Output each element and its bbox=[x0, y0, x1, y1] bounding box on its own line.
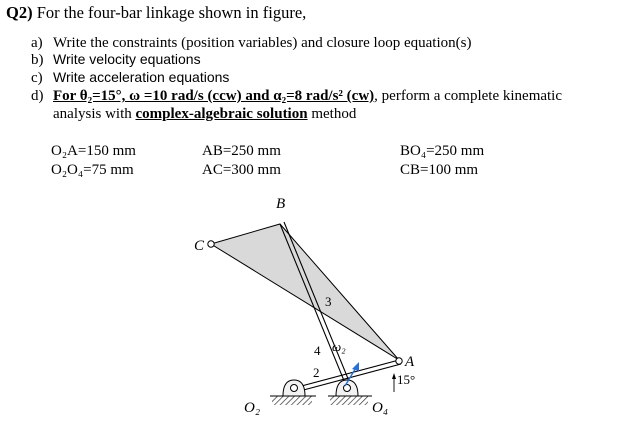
item-text: , perform a complete kinematic bbox=[374, 88, 563, 104]
given-ab: AB=250 mm bbox=[202, 143, 281, 159]
item-label: d) bbox=[31, 88, 44, 104]
angle-arrow-icon bbox=[392, 373, 396, 379]
item-label: c) bbox=[31, 70, 43, 86]
ground-o4 bbox=[330, 396, 368, 405]
item-text: analysis with bbox=[53, 106, 136, 122]
given-ac: AC=300 mm bbox=[202, 162, 281, 178]
label-b: B bbox=[276, 196, 286, 212]
label-a: A bbox=[405, 354, 415, 370]
item-text: Write velocity equations bbox=[53, 51, 201, 67]
label-o4: O₄ bbox=[372, 400, 389, 416]
item-text: Write acceleration equations bbox=[53, 69, 230, 85]
item-text: Write the constraints (position variables) and closure loop equation(s) bbox=[53, 35, 472, 51]
label-omega: ω₂ bbox=[332, 339, 346, 354]
given-o2a: O₂A=150 mm bbox=[51, 143, 136, 159]
method-name: complex-algebraic solution bbox=[135, 106, 308, 122]
item-text: method bbox=[307, 106, 357, 122]
given-o2o4: O₂O₄=75 mm bbox=[51, 162, 134, 178]
ground-o2 bbox=[272, 396, 312, 405]
pin-o2 bbox=[291, 385, 298, 392]
label-link-4: 4 bbox=[314, 343, 321, 358]
joint-c bbox=[208, 241, 214, 247]
label-link-2: 2 bbox=[313, 365, 320, 380]
label-angle: 15° bbox=[397, 372, 416, 387]
label-c: C bbox=[194, 238, 205, 254]
item-label: b) bbox=[31, 52, 44, 68]
question-text: For the four-bar linkage shown in figure, bbox=[36, 3, 307, 22]
item-label: a) bbox=[31, 35, 43, 51]
omega-arrow-head bbox=[352, 362, 359, 371]
joint-a bbox=[396, 358, 402, 364]
item-bold-conditions: For θ₂=15°, ω =10 rad/s (ccw) and α₂=8 rad/s² (cw) bbox=[53, 88, 375, 104]
label-o2: O₂ bbox=[244, 400, 261, 416]
label-link-3: 3 bbox=[325, 294, 332, 309]
coupler-link-3 bbox=[211, 224, 399, 360]
given-cb: CB=100 mm bbox=[400, 162, 479, 178]
question-number: Q2) bbox=[6, 3, 33, 22]
given-bo4: BO₄=250 mm bbox=[400, 143, 485, 159]
